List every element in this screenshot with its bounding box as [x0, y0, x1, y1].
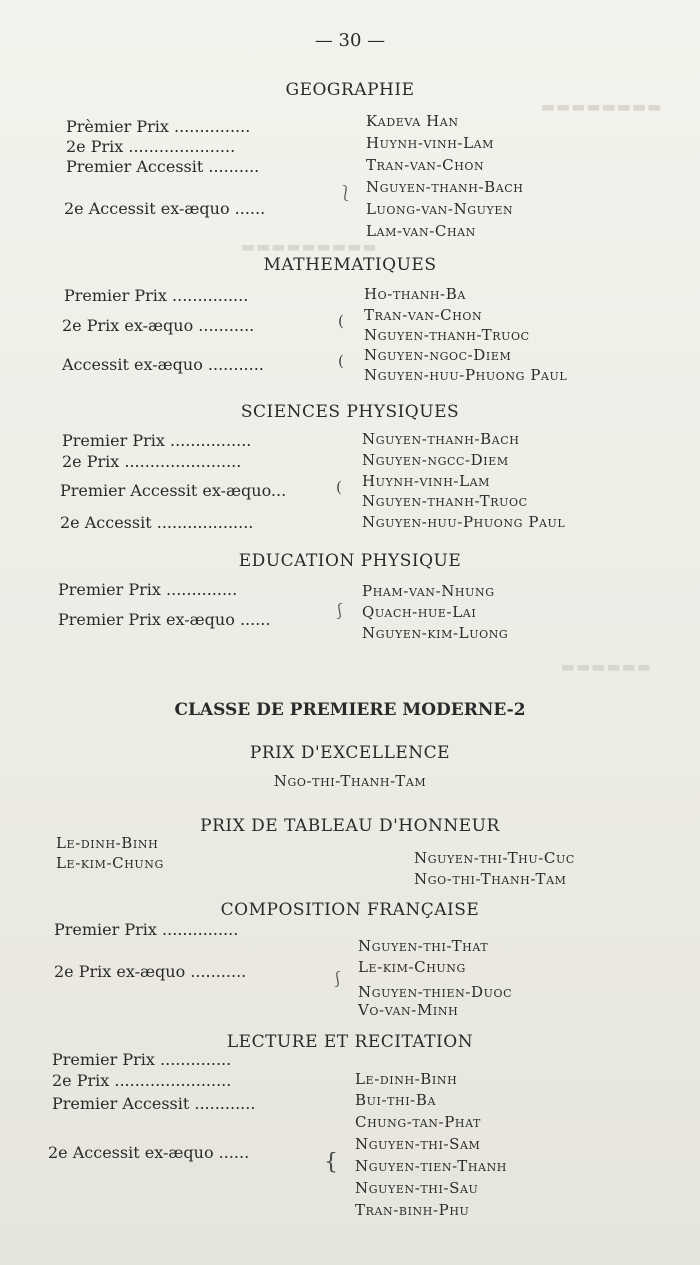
section-title-education-physique: EDUCATION PHYSIQUE [238, 551, 462, 571]
page-number: — 30 — [314, 30, 386, 51]
laureate-name: Nguyen-thi-That [358, 937, 489, 955]
brace-mark: ( [336, 478, 342, 496]
award-label: 2e Prix ex-æquo ........... [54, 962, 247, 981]
laureate-name: Nguyen-huu-Phuong Paul [364, 366, 568, 384]
laureate-name: Tran-binh-Phu [355, 1201, 470, 1219]
laureate-name: Tran-van-Chon [366, 156, 485, 174]
laureate-name: Ngo-thi-Thanh-Tam [273, 772, 427, 790]
laureate-name: Nguyen-ngoc-Diem [364, 346, 512, 364]
laureate-name: Nguyen-thanh-Bach [366, 178, 524, 196]
class-heading: CLASSE DE PREMIERE MODERNE-2 [174, 700, 526, 720]
laureate-name: Nguyen-tien-Thanh [355, 1157, 507, 1175]
laureate-name: Nguyen-ngcc-Diem [362, 451, 509, 469]
award-label: Premier Prix .............. [52, 1050, 232, 1069]
section-title-mathematiques: MATHEMATIQUES [263, 255, 437, 275]
award-label: 2e Accessit ex-æquo ...... [48, 1143, 250, 1162]
laureate-name: Chung-tan-Phat [355, 1113, 481, 1131]
laureate-name: Ngo-thi-Thanh-Tam [414, 870, 567, 888]
laureate-name: Nguyen-thi-Thu-Cuc [414, 849, 575, 867]
laureate-name: Tran-van-Chon [364, 306, 483, 324]
laureate-name: Nguyen-huu-Phuong Paul [362, 513, 566, 531]
laureate-name: Le-dinh-Binh [355, 1070, 458, 1088]
laureate-name: Nguyen-thi-Sam [355, 1135, 481, 1153]
laureate-name: Ho-thanh-Ba [364, 285, 466, 303]
section-title-lecture: LECTURE ET RECITATION [226, 1032, 474, 1052]
award-label: 2e Prix ....................... [52, 1071, 232, 1090]
section-title-tableau-honneur: PRIX DE TABLEAU D'HONNEUR [200, 816, 500, 836]
brace-mark: ⎰ [332, 602, 348, 620]
section-title-composition: COMPOSITION FRANÇAISE [220, 900, 480, 920]
laureate-name: Le-kim-Chung [358, 958, 466, 976]
award-label: 2e Prix ....................... [62, 452, 242, 471]
award-label: 2e Prix ..................... [66, 137, 236, 156]
laureate-name: Huynh-vinh-Lam [366, 134, 495, 152]
bleed-through: ▬▬▬▬▬▬ [560, 660, 652, 678]
laureate-name: Luong-van-Nguyen [366, 200, 514, 218]
award-label: 2e Prix ex-æquo ........... [62, 316, 255, 335]
award-label: Premier Accessit ............ [52, 1094, 256, 1113]
brace-mark: ⎰ [330, 970, 346, 988]
award-label: Premier Prix .............. [58, 580, 238, 599]
brace-mark: ⎱ [338, 184, 354, 202]
laureate-name: Nguyen-thanh-Truoc [364, 326, 530, 344]
award-label: Premier Prix ............... [64, 286, 249, 305]
laureate-name: Quach-hue-Lai [362, 603, 477, 621]
section-title-excellence: PRIX D'EXCELLENCE [249, 743, 451, 763]
brace-mark: ( [338, 352, 344, 370]
award-label: Premier Accessit .......... [66, 157, 260, 176]
laureate-name: Pham-van-Nhung [362, 582, 495, 600]
award-label: 2e Accessit ex-æquo ...... [64, 199, 266, 218]
award-label: Premier Prix ............... [54, 920, 239, 939]
brace-mark: { [324, 1150, 338, 1175]
laureate-name: Vo-van-Minh [358, 1001, 459, 1019]
laureate-name: Nguyen-thanh-Truoc [362, 492, 528, 510]
laureate-name: Nguyen-thanh-Bach [362, 430, 520, 448]
section-title-geographie: GEOGRAPHIE [285, 80, 415, 100]
laureate-name: Lam-van-Chan [366, 222, 476, 240]
award-label: Accessit ex-æquo ........... [62, 355, 264, 374]
laureate-name: Nguyen-thi-Sau [355, 1179, 479, 1197]
laureate-name: Huynh-vinh-Lam [362, 472, 491, 490]
brace-mark: ( [338, 312, 344, 330]
award-label: 2e Accessit ................... [60, 513, 254, 532]
section-title-sciences-physiques: SCIENCES PHYSIQUES [240, 402, 460, 422]
laureate-name: Le-dinh-Binh [56, 834, 159, 852]
laureate-name: Nguyen-thien-Duoc [358, 983, 513, 1001]
award-label: Premier Prix ................ [62, 431, 252, 450]
award-label: Prèmier Prix ............... [66, 117, 251, 136]
bleed-through: ▬▬▬▬▬▬▬▬ [540, 100, 662, 118]
laureate-name: Kadeva Han [366, 112, 459, 130]
laureate-name: Le-kim-Chung [56, 854, 164, 872]
laureate-name: Bui-thi-Ba [355, 1091, 437, 1109]
award-label: Premier Accessit ex-æquo... [60, 481, 287, 500]
award-label: Premier Prix ex-æquo ...... [58, 610, 271, 629]
bleed-through: ▬▬▬▬▬▬▬▬▬ [240, 240, 377, 258]
laureate-name: Nguyen-kim-Luong [362, 624, 509, 642]
